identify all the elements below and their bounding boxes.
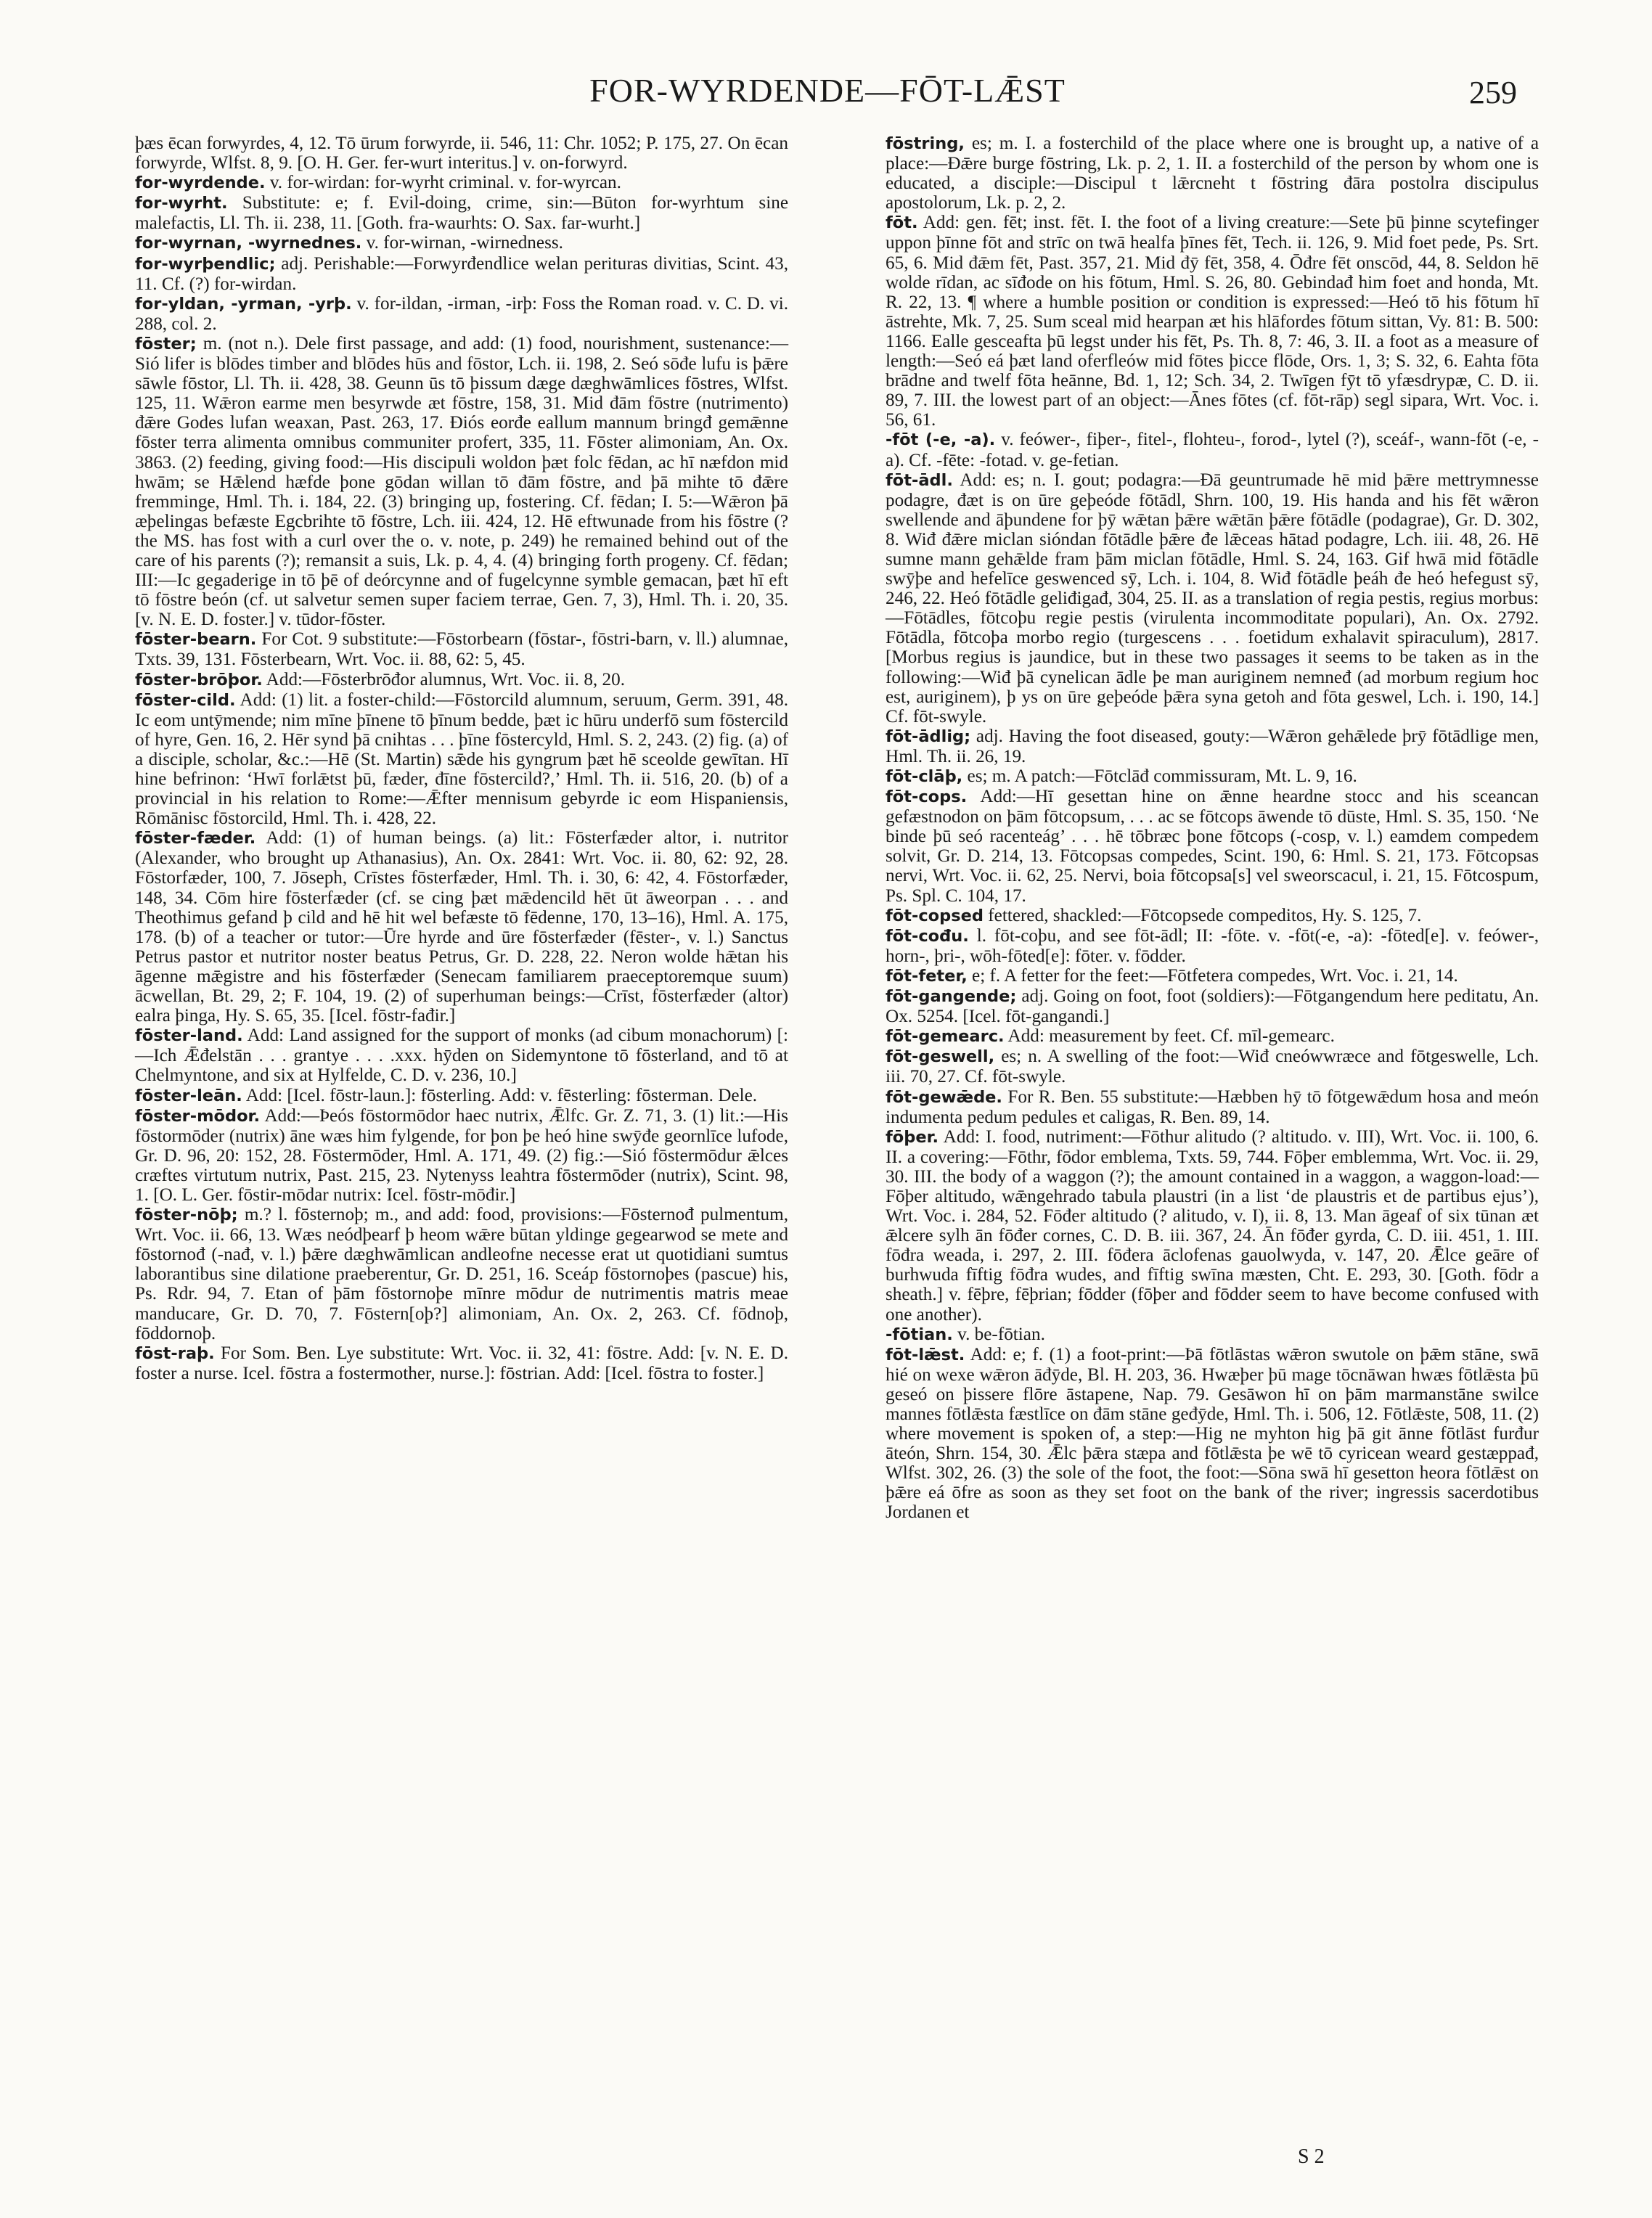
- entry-body: For R. Ben. 55 substitute:—Hæbben hȳ tō fōtgewǣdum hosa and meón indumenta pedum pedules et caligas, R. Ben. 89, 14.: [886, 1087, 1539, 1127]
- dictionary-entry: [135, 294, 788, 334]
- entry-body: Add: I. food, nutriment:—Fōthur alitudo (? altitudo. v. III), Wrt. Voc. ii. 100, 6. II. a covering:—Fōthr, fōdor emblema, Txts. 59, 744. Fōþer emblemma, Wrt. Voc. ii. 29, 30. III. the body of a waggon (?); the amount contained in a waggon, a waggon-load:—Fōþer altitudo, wǣngehrado tabula plaustri (in a list ‘de plaustris et de partibus ejus’), Wrt. Voc. i. 284, 52. Fōđer altitudo (? alitudo, v. I), ii. 8, 13. Man āgeaf of six tūnan æt ǣlcere sylh ān fōđer cornes, C. D. B. iii. 367, 24. Ān fōđer gyrda, C. D. iii. 451, 1. III. fōđra weada, i. 297, 2. III. fōđera āclofenas gauolwyda, v. 147, 20. Ǣlce geāre of burhwuda fīftig fōđra wudes, and fīftig swīna mæsten, Cht. E. 293, 30. [Goth. fōdr a sheath.] v. fēþre, fēþrian; fōdder (fōþer and fōdder seem to have become confused with one another).: [886, 1126, 1539, 1325]
- dictionary-entry: [135, 670, 788, 690]
- dictionary-entry: [135, 1026, 788, 1085]
- dictionary-entry: [886, 727, 1539, 766]
- running-head: FOR-WYRDENDE—FŌT-LǢST: [589, 72, 1066, 109]
- dictionary-entry: [886, 787, 1539, 906]
- entry-body: For Cot. 9 substitute:—Fōstorbearn (fōstar-, fōstri-barn, v. ll.) alumnae, Txts. 39, 131. Fōsterbearn, Wrt. Voc. ii. 88, 62: 5, 45.: [135, 629, 788, 670]
- entry-body: Substitute: e; f. Evil-doing, crime, sin:—Būton for-wyrhtum sine malefactis, Ll. Th. ii. 238, 11. [Goth. fra-waurhts: O. Sax. far-wurht.]: [135, 193, 789, 234]
- dictionary-entry: [886, 1026, 1539, 1047]
- dictionary-entry: [886, 1325, 1539, 1345]
- entry-headword: fōster-mōdor.: [135, 1106, 260, 1126]
- entry-body: v. for-wirnan, -wirnedness.: [366, 233, 563, 253]
- entry-headword: fōt-geswell,: [886, 1047, 995, 1067]
- entry-headword: fōster-bearn.: [135, 630, 257, 650]
- entry-headword: fōster;: [135, 334, 197, 353]
- entry-headword: for-wyrht.: [135, 194, 228, 213]
- entry-headword: fōþer.: [886, 1127, 939, 1147]
- entry-headword: fōt.: [886, 213, 918, 233]
- entry-body: For Som. Ben. Lye substitute: Wrt. Voc. ii. 32, 41: fōstre. Add: [v. N. E. D. foster a nurse. Icel. fōstra a fostermother, nurse.]: fōstrian. Add: [Icel. fōstra to foster.]: [135, 1343, 789, 1383]
- entry-body: v. be-fōtian.: [957, 1324, 1045, 1344]
- entry-headword: fōster-brōþor.: [135, 670, 263, 689]
- dictionary-entry: [135, 828, 788, 1026]
- right-column: [886, 134, 1539, 1523]
- dictionary-entry: [135, 1205, 788, 1343]
- dictionary-entry: [135, 690, 788, 829]
- dictionary-entry: [886, 1345, 1539, 1523]
- entry-body: es; n. A swelling of the foot:—Wiđ cneówwræce and fōtgeswelle, Lch. iii. 70, 27. Cf. fōt-swyle.: [886, 1047, 1539, 1087]
- entry-body: Add: es; n. I. gout; podagra:—Đā geuntrumade hē mid þǣre mettrymnesse podagre, đæt is on ūre geþeóde fōtādl, Shrn. 100, 19. His handa and his fēt wǣron swellende and āþundene for þȳ wǣtan þǣre wǣtān þǣre fōtādle (podagrae), Gr. D. 302, 8. Wiđ đǣre miclan sióndan fōtādle þǣre đe lǣceas hātad podagre, Lch. iii. 48, 26. Hē sumne mann gehǣlde fram þām miclan fōtādle, Hml. S. 24, 163. Gif hwā mid fōtādle swȳþe and hefelīce geswenced sȳ, Lch. i. 104, 8. Wiđ fōtādle þeáh đe heó hefegust sȳ, 246, 22. Heó fōtādle geliđigađ, 304, 25. II. as a translation of regia pestis, regius morbus:—Fōtādles, fōtcoþu regie pestis (virulenta incommoditate populari), An. Ox. 2792. Fōtādla, fōtcoþa morbo regio (turgescens . . . foetidum exhalavit spiraculum), 2817. [Morbus regius is jaundice, but in these two passages it seems to be taken as in the following:—Wiđ þā cynelican ādle þe man auriginem nemneđ (ad morbum regium hoc est, auriginem), þ ys on ūre geþeóde þǣra syna getoh and fōta geswel, Lch. i. 190, 14.] Cf. fōt-swyle.: [886, 470, 1539, 727]
- dictionary-entry: [886, 926, 1539, 966]
- entry-headword: fōstring,: [886, 134, 965, 153]
- entry-body: l. fōt-coþu, and see fōt-ādl; II: -fōte. v. -fōt(-e, -a): -fōted[e]. v. feówer-, horn-, þri-, wōh-fōted[e]: fōter. v. fōdder.: [886, 925, 1539, 966]
- dictionary-entry: [886, 1127, 1539, 1325]
- entry-headword: -fōtian.: [886, 1325, 953, 1344]
- dictionary-entry: [135, 1086, 788, 1106]
- entry-body: Add:—Þeós fōstormōdor haec nutrix, Ǣlfc. Gr. Z. 71, 3. (1) lit.:—His fōstormōder (nutrix) āne wæs him fylgende, for þon þe heó hine swȳđe geornlīce lufode, Gr. D. 96, 20: 152, 28. Fōstermōder, Hml. A. 171, 49. (2) fig.:—Sió fōstermōdur ǣlces cræftes virtutum nutrix, Past. 215, 23. Nytenyss leahtra fōstermōder (nutrix), Scint. 98, 1. [O. L. Ger. fōstir-mōdar nutrix: Icel. fōstr-mōđir.]: [135, 1105, 788, 1205]
- page-number: 259: [1469, 75, 1517, 110]
- dictionary-entry: [135, 173, 788, 193]
- dictionary-entry: [886, 430, 1539, 470]
- entry-headword: fōt-ādl.: [886, 470, 953, 490]
- entry-headword: for-wyrþendlic;: [135, 254, 276, 274]
- dictionary-entry: [135, 233, 788, 253]
- entry-body: Add: (1) lit. a foster-child:—Fōstorcild alumnum, seruum, Germ. 391, 48. Ic eom untȳmende; nim mīne þīnene tō þīnum bedde, þæt ic hūru underfō sum fōstercild of hyre, Gen. 16, 2. Hēr synd þā cnihtas . . . þīne fōstercyld, Hml. S. 2, 243. (2) fig. (a) of a disciple, scholar, &c.:—Hē (St. Martin) sǣde his gyngrum þæt hē sceolde gewītan. Hī hine befrinon: ‘Hwī forlǣtst þū, fæder, đīne fōstercild?,’ Hml. Th. ii. 516, 20. (b) of a provincial in his relation to Rome:—Ǣfter mennisum gebyrde ic eom Hispaniensis, Rōmānisc fōstorcild, Hml. Th. i. 428, 22.: [135, 689, 788, 829]
- dictionary-entry: [886, 1047, 1539, 1087]
- dictionary-entry: [886, 1087, 1539, 1127]
- entry-headword: for-wyrdende.: [135, 173, 266, 193]
- dictionary-entry: [135, 254, 788, 294]
- dictionary-entry: [886, 213, 1539, 430]
- dictionary-entry: [886, 966, 1539, 986]
- entry-headword: fōt-cops.: [886, 787, 968, 807]
- entry-body: Add:—Fōsterbrōđor alumnus, Wrt. Voc. ii. 8, 20.: [266, 669, 625, 689]
- entry-headword: -fōt (-e, -a).: [886, 430, 996, 450]
- entry-body: adj. Going on foot, foot (soldiers):—Fōtgangendum here peditatu, An. Ox. 5254. [Icel. fōt-gangandi.]: [886, 986, 1539, 1027]
- entry-body: e; f. A fetter for the feet:—Fōtfetera compedes, Wrt. Voc. i. 21, 14.: [972, 965, 1458, 986]
- dictionary-entry: [135, 1343, 788, 1383]
- entry-headword: fōster-nōþ;: [135, 1206, 238, 1225]
- entry-headword: fōster-cild.: [135, 690, 236, 710]
- entry-body: m.? l. fōsternoþ; m., and add: food, provisions:—Fōsternođ pulmentum, Wrt. Voc. ii. 66, 13. Wæs neódþearf þ heom wǣre būtan yldinge gegearwod se mete and fōstornođ (-nađ, v. l.) þǣre dæghwāmlican andleofne necesse erat ut quotidiani sumtus laborantibus sine dilatione praeberentur, Gr. D. 251, 16. Sceáp fōstornoþes (pascue) his, Ps. Rdr. 94, 7. Etan of þām fōstornoþe mīnre mōdur de nutrimentis matris meae manducare, Gr. D. 70, 7. Fōstern[oþ?] alimoniam, An. Ox. 2, 263. Cf. fōdnoþ, fōddornoþ.: [135, 1205, 788, 1343]
- entry-headword: fōt-gemearc.: [886, 1027, 1005, 1047]
- dictionary-entry: [135, 1106, 788, 1205]
- entry-headword: fōt-lǣst.: [886, 1345, 965, 1364]
- dictionary-entry: [135, 193, 788, 233]
- entry-headword: fōt-feter,: [886, 966, 968, 986]
- entry-body: v. for-ildan, -irman, -irþ: Foss the Roman road. v. C. D. vi. 288, col. 2.: [135, 293, 789, 334]
- entry-headword: fōst-raþ.: [135, 1343, 215, 1363]
- entry-headword: fōt-ādlig;: [886, 727, 971, 746]
- dictionary-entry: [135, 334, 788, 629]
- entry-body: v. feówer-, fiþer-, fitel-, flohteu-, forod-, lytel (?), sceáf-, wann-fōt (-e, -a). Cf. -fēte: -fotad. v. ge-fetian.: [886, 430, 1539, 470]
- dictionary-entry: [135, 629, 788, 669]
- entry-body: es; m. A patch:—Fōtclāđ commissuram, Mt. L. 9, 16.: [967, 766, 1357, 786]
- entry-body: Add: gen. fēt; inst. fēt. I. the foot of a living creature:—Sete þū þinne scytefinger uppon þīnne fōt and strīc on twā healfa þīnes fēt, Tech. ii. 126, 9. Mid foet pede, Ps. Srt. 65, 6. Mid đǣm fēt, Past. 357, 21. Mid đȳ fēt, 358, 4. Ōđre fēt onscōd, 44, 8. Seldon hē wolde rīdan, ac sīđode on his fōtum, Hml. S. 26, 80. Gebindađ him foet and honda, Mt. R. 22, 13. ¶ where a humble position or condition is expressed:—Heó tō his fōtum hī āstrehte, Mk. 7, 25. Sum sceal mid hearpan æt his hlāfordes fōtum sittan, Vy. 81: B. 500: 1166. Ealle gesceafta þū legst under his fēt, Ps. Th. 8, 7: 46, 3. II. a foot as a measure of length:—Seó eá þæt land oferfleów mid fōtes þicce flōde, Ors. 1, 3; S. 32, 6. Eahta fōta brādne and twelf fōta heānne, Bd. 1, 12; Sch. 34, 2. Twīgen fȳt tō yfæsdrypæ, C. D. ii. 89, 7. III. the lowest part of an object:—Ānes fōtes (cf. fōt-rāp) segl sipara, Wrt. Voc. i. 56, 61.: [886, 213, 1539, 430]
- entry-body: v. for-wirdan: for-wyrht criminal. v. for-wyrcan.: [269, 173, 621, 193]
- dictionary-entry: [886, 986, 1539, 1026]
- entry-headword: fōster-fæder.: [135, 829, 256, 848]
- entry-body: Add: Land assigned for the support of monks (ad cibum monachorum) [:—Ich Ǣđelstān . . . grantye . . . .xxx. hȳden on Sidemyntone tō fōsterland, and tō at Chelmyntone, and six at Hylfelde, C. D. v. 236, 10.]: [135, 1026, 788, 1086]
- entry-headword: fōt-gangende;: [886, 987, 1017, 1007]
- entry-body: adj. Perishable:—Forwyrđendlice welan perituras divitias, Scint. 43, 11. Cf. (?) for-wirdan.: [135, 253, 788, 294]
- left-column: [135, 134, 788, 1383]
- page-header: [138, 70, 1517, 113]
- entry-body: Add: e; f. (1) a foot-print:—Þā fōtlāstas wǣron swutole on þǣm stāne, swā hié on wexe wǣron āđȳde, Bl. H. 203, 36. Hwæþer þū mage tōcnāwan hwæs fōtlǣsta þū geseó on þissere flōre āstapene, Nap. 79. Gesāwon hī on þām marmanstāne swilce mannes fōtlǣsta fæstlīce on đām stāne geđȳde, Hml. Th. i. 506, 12. Fōtlǣste, 508, 11. (2) where movement is spoken of, a step:—Hig ne myhton hig þā git ānne fōtlāst furđur āteón, Shrn. 154, 30. Ǣlc þǣra stæpa and fōtlǣsta þe wē tō cyricean weard gestæppađ, Wlfst. 302, 26. (3) the sole of the foot, the foot:—Sōna swā hī gesetton heora fōtlǣst on þǣre eá ōfre as soon as they set foot on the bank of the river; ingressis sacerdotibus Jordanen et: [886, 1344, 1539, 1523]
- entry-body: þæs ēcan forwyrdes, 4, 12. Tō ūrum forwyrde, ii. 546, 11: Chr. 1052; P. 175, 27. On ēcan forwyrde, Wlfst. 8, 9. [O. H. Ger. fer-wurt interitus.] v. on-forwyrd.: [135, 134, 788, 173]
- entry-body: m. (not n.). Dele first passage, and add: (1) food, nourishment, sustenance:—Sió lifer is blōdes timber and blōdes hūs and fōstor, Lch. ii. 198, 2. Seó sōđe lufu is þǣre sāwle fōstor, Ll. Th. ii. 428, 38. Geunn ūs tō þissum dæge dæghwāmlices fōstres, Wlfst. 125, 11. Wǣron earme men besyrwde æt fōstre, 158, 31. Mid đām fōstre (nutrimento) đǣre Godes lufan weaxan, Past. 263, 17. Ðiós eorđe eallum mannum bringđ gemǣnne fōster terra alimenta omnibus communiter profert, 335, 11. Fōster alimoniam, An. Ox. 3863. (2) feeding, giving food:—His discipuli woldon þæt folc fēdan, ac hī næfdon mid hwām; se Hǣlend hæfde þone gōdan willan tō đām fōstre, and þā mihte tō đǣre fremminge, Hml. Th. i. 184, 22. (3) bringing up, fostering. Cf. fēdan; I. 5:—Wǣron þā æþelingas befæste Egcbrihte tō fōstre, Lch. iii. 424, 12. Hē eftwunade from his fōstre (? the MS. has fost with a curl over the o. v. note, p. 249) he remained behind out of the care of his parents (?); remansit a suis, Lk. p. 4, 4. (4) bringing forth progeny. Cf. fēdan; III:—Ic gegaderige in tō þē of deórcynne and of fugelcynne symble gemacan, þæt hī eft tō fōstre beón (cf. ut salvetur semen super faciem terrae, Gen. 7, 3), Hml. Th. i. 20, 35. [v. N. E. D. foster.] v. tūdor-fōster.: [135, 333, 789, 630]
- entry-body: es; m. I. a fosterchild of the place where one is brought up, a native of a place:—Đǣre burge fōstring, Lk. p. 2, 1. II. a fosterchild of the person by whom one is educated, a disciple:—Discipul t lǣrcneht t fōstring đāra postolra discipulus apostolorum, Lk. p. 2, 2.: [886, 134, 1539, 213]
- entry-body: fettered, shackled:—Fōtcopsede compeditos, Hy. S. 125, 7.: [988, 905, 1422, 925]
- entry-headword: fōster-land.: [135, 1026, 243, 1046]
- dictionary-entry: [135, 134, 788, 173]
- dictionary-entry: [886, 766, 1539, 787]
- entry-body: Add:—Hī gesettan hine on ǣnne heardne stocc and his sceancan gefæstnodon on þām fōtcopsum, . . . ac se fōtcops āwende tō dūste, Hml. S. 35, 150. ‘Ne binde þū seó racenteág’ . . . hē tōbræc þone fōtcops (-cosp, v. l.) eamdem compedem solvit, Gr. D. 214, 13. Fōtcopsas compedes, Scint. 190, 6: Hml. S. 21, 173. Fōtcopsas nervi, Wrt. Voc. ii. 62, 25. Nervi, boia fōtcopsa[s] vel sweorscacul, i. 21, 15. Fōtcospum, Ps. Spl. C. 104, 17.: [886, 787, 1539, 906]
- entry-body: adj. Having the foot diseased, gouty:—Wǣron gehǣlede þrȳ fōtādlige men, Hml. Th. ii. 26, 19.: [886, 726, 1539, 766]
- entry-body: Add: measurement by feet. Cf. mīl-gemearc.: [1007, 1026, 1335, 1047]
- entry-headword: fōt-copsed: [886, 906, 984, 925]
- dictionary-entry: [886, 906, 1539, 926]
- entry-headword: fōt-cođu.: [886, 926, 969, 946]
- dictionary-entry: [886, 470, 1539, 727]
- entry-headword: for-wyrnan, -wyrnednes.: [135, 234, 362, 253]
- entry-body: Add: (1) of human beings. (a) lit.: Fōsterfæder altor, i. nutritor (Alexander, who brought up Athanasius), An. Ox. 2841: Wrt. Voc. ii. 80, 62: 92, 28. Fōstorfæder, 100, 7. Jōseph, Crīstes fōsterfæder, Hml. Th. i. 30, 6: 42, 4. Fōstorfæder, 148, 34. Cōm hire fōsterfæder (cf. se cing þæt mǣdencild hēt ūt āweorpan . . . and Theothimus gefand þ cild and hē hit wel befæste tō fēdenne, 170, 13–16), Hml. A. 175, 178. (b) of a teacher or tutor:—Ūre hyrde and ūre fōsterfæder (fēster-, v. l.) Sanctus Petrus pastor et nutritor noster beatus Petrus, Gr. D. 228, 22. Neron wolde hǣtan his āgenne mǣgistre and his fōsterfæder (Senecam familiarem praeceptoremque suum) ācwellan, Bt. 29, 2; F. 104, 19. (2) of superhuman beings:—Crīst, fōsterfæder (altor) ealra þinga, Hy. S. 65, 35. [Icel. fōstr-fađir.]: [135, 828, 788, 1026]
- entry-headword: fōster-leān.: [135, 1086, 242, 1105]
- signature-mark: S 2: [1298, 2145, 1325, 2168]
- entry-body: Add: [Icel. fōstr-laun.]: fōsterling. Add: v. fēsterling: fōsterman. Dele.: [245, 1085, 758, 1105]
- entry-headword: for-yldan, -yrman, -yrþ.: [135, 294, 352, 314]
- entry-headword: fōt-clāþ,: [886, 767, 963, 786]
- entry-headword: fōt-gewǣde.: [886, 1087, 1002, 1107]
- dictionary-entry: [886, 134, 1539, 213]
